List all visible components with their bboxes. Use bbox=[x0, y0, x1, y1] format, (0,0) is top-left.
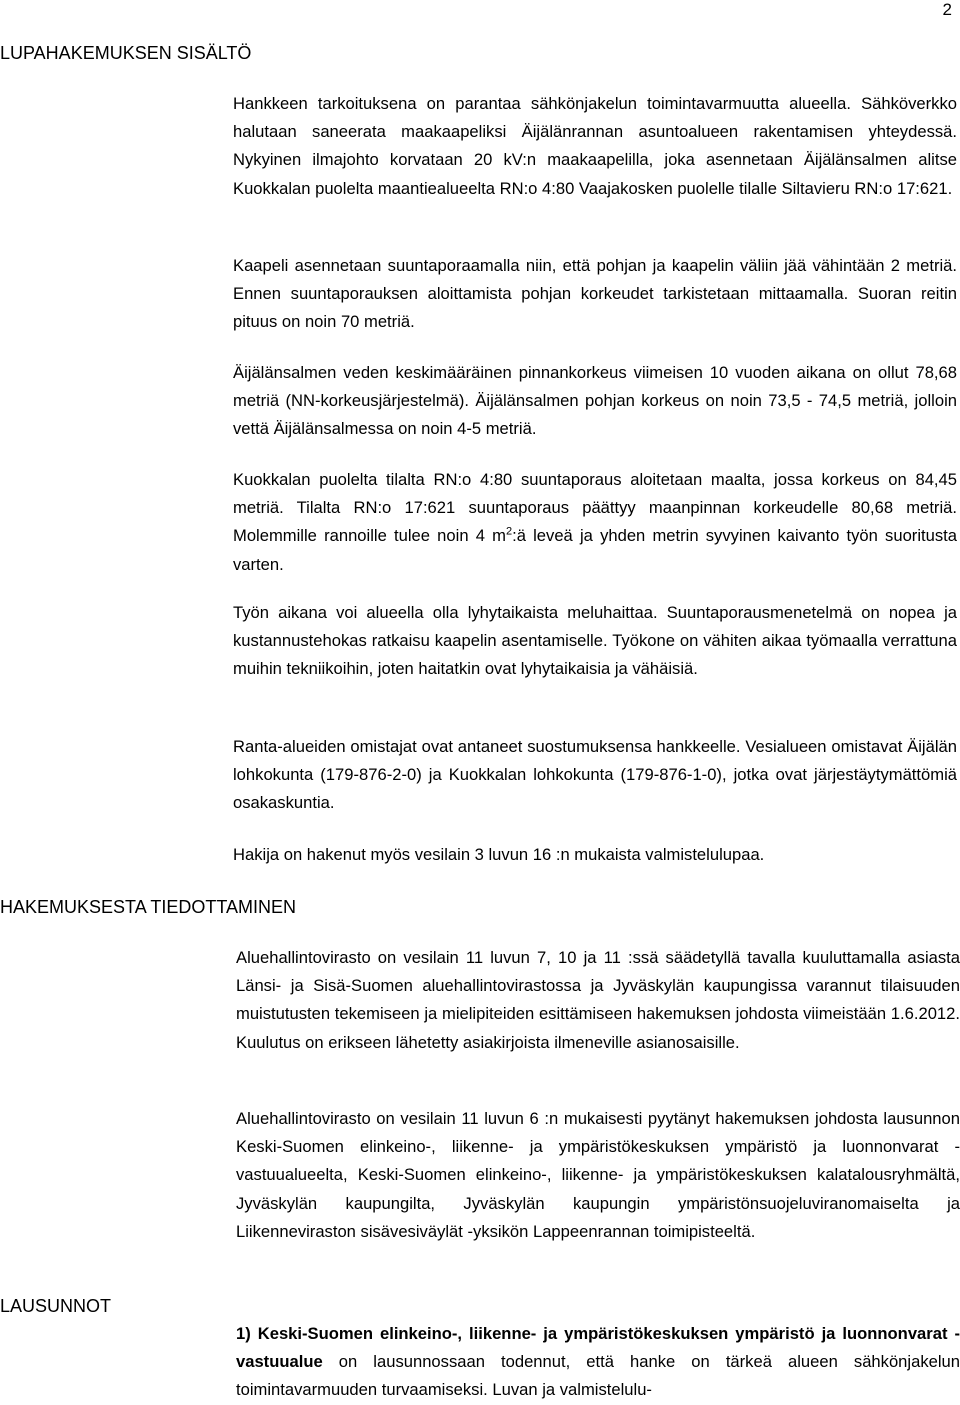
section-heading-contents: LUPAHAKEMUKSEN SISÄLTÖ bbox=[0, 43, 252, 63]
paragraph-noise: Työn aikana voi alueella olla lyhytaikaista meluhaittaa. Suuntaporausmenetelmä on nopea ja kustannustehokas ratkaisu kaapelin asentamiselle. Työkone on vähiten aikaa työmaalla verrattuna muihin tekniikoihin, joten haitatkin ovat lyhytaikaisia ja vähäisiä. bbox=[233, 603, 957, 679]
paragraph-statement-1 bbox=[236, 1320, 960, 1405]
square-exponent: 2 bbox=[505, 525, 513, 538]
paragraph-purpose: Hankkeen tarkoituksena on parantaa sähkönjakelun toimintavarmuutta alueella. Sähköverkko halutaan saneerata maakaapeliksi Äijälänrannan asuntoalueen rakentamisen yhteydessä. Nykyinen ilmajohto korvataan 20 kV:n maakaapelilla, joka asennetaan Äijälänsalmen alitse Kuokkalan puolelta maantiealueelta RN:o 4:80 Vaajakosken puolelle tilalle Siltavieru RN:o 17:621. bbox=[233, 94, 957, 198]
drilling-route-text: Kuokkalan puolelta tilalta RN:o 4:80 suuntaporaus aloitetaan maalta, jossa korkeus on 84,45 metriä. Tilalta RN:o 17:621 suuntaporaus päättyy maanpinnan korkeudelle 80,68 metriä. Molemmille rannoille tulee noin 4 m bbox=[233, 470, 957, 546]
statement-1-text: on lausunnossaan todennut, että hanke on tärkeä alueen sähkönjakelun toimintavarmuuden turvaamiseksi. Luvan ja valmistelulu- bbox=[236, 1352, 960, 1400]
paragraph-cable-installation: Kaapeli asennetaan suuntaporaamalla niin, että pohjan ja kaapelin väliin jää vähintään 2 metriä. Ennen suuntaporauksen aloittamista pohjan korkeudet tarkistetaan mittaamalla. Suoran reitin pituus on noin 70 metriä. bbox=[233, 256, 957, 332]
paragraph-owners: Ranta-alueiden omistajat ovat antaneet suostumuksensa hankkeelle. Vesialueen omistavat Äijälän lohkokunta (179-876-2-0) ja Kuokkalan lohkokunta (179-876-1-0), jotka ovat järjestäytymättömiä osakaskuntia. bbox=[233, 737, 957, 813]
paragraph-preparation-permit: Hakija on hakenut myös vesilain 3 luvun 16 :n mukaista valmistelulupaa. bbox=[233, 845, 765, 864]
section-heading-notification: HAKEMUKSESTA TIEDOTTAMINEN bbox=[0, 897, 297, 917]
statement-1-authority: 1) Keski-Suomen elinkeino-, liikenne- ja ympäristökeskuksen ympäristö ja luonnonvarat -vastuualue bbox=[236, 1324, 960, 1372]
drilling-route-text-end: :ä leveä ja yhden metrin syvyinen kaivanto työn suoritusta varten. bbox=[233, 526, 957, 574]
page-number: 2 bbox=[942, 0, 952, 19]
paragraph-statements-requested: Aluehallintovirasto on vesilain 11 luvun 6 :n mukaisesti pyytänyt hakemuksen johdosta lausunnon Keski-Suomen elinkeino-, liikenne- ja ympäristökeskuksen ympäristö ja luonnonvarat -vastuualueelta, Keski-Suomen elinkeino-, liikenne- ja ympäristökeskuksen kalatalousryhmältä, Jyväskylän kaupungilta, Jyväskylän kaupungin ympäristönsuojeluviranomaiselta ja Liikenneviraston sisävesiväylät -yksikön Lappeenrannan toimipisteeltä. bbox=[236, 1109, 960, 1241]
paragraph-drilling-route bbox=[233, 466, 957, 579]
paragraph-announcement: Aluehallintovirasto on vesilain 11 luvun 7, 10 ja 11 :ssä säädetyllä tavalla kuuluttamalla asiasta Länsi- ja Sisä-Suomen aluehallintovirastossa ja Jyväskylän kaupungissa varannut tilaisuuden muistutusten tekemiseen ja mielipiteiden esittämiseen hakemuksen johdosta viimeistään 1.6.2012. Kuulutus on erikseen lähetetty asiakirjoista ilmeneville asianosaisille. bbox=[236, 948, 960, 1052]
section-heading-statements: LAUSUNNOT bbox=[0, 1296, 112, 1316]
paragraph-water-level: Äijälänsalmen veden keskimääräinen pinnankorkeus viimeisen 10 vuoden aikana on ollut 78,68 metriä (NN-korkeusjärjestelmä). Äijälänsalmen pohjan korkeus on noin 73,5 - 74,5 metriä, jolloin vettä Äijälänsalmessa on noin 4-5 metriä. bbox=[233, 363, 957, 439]
